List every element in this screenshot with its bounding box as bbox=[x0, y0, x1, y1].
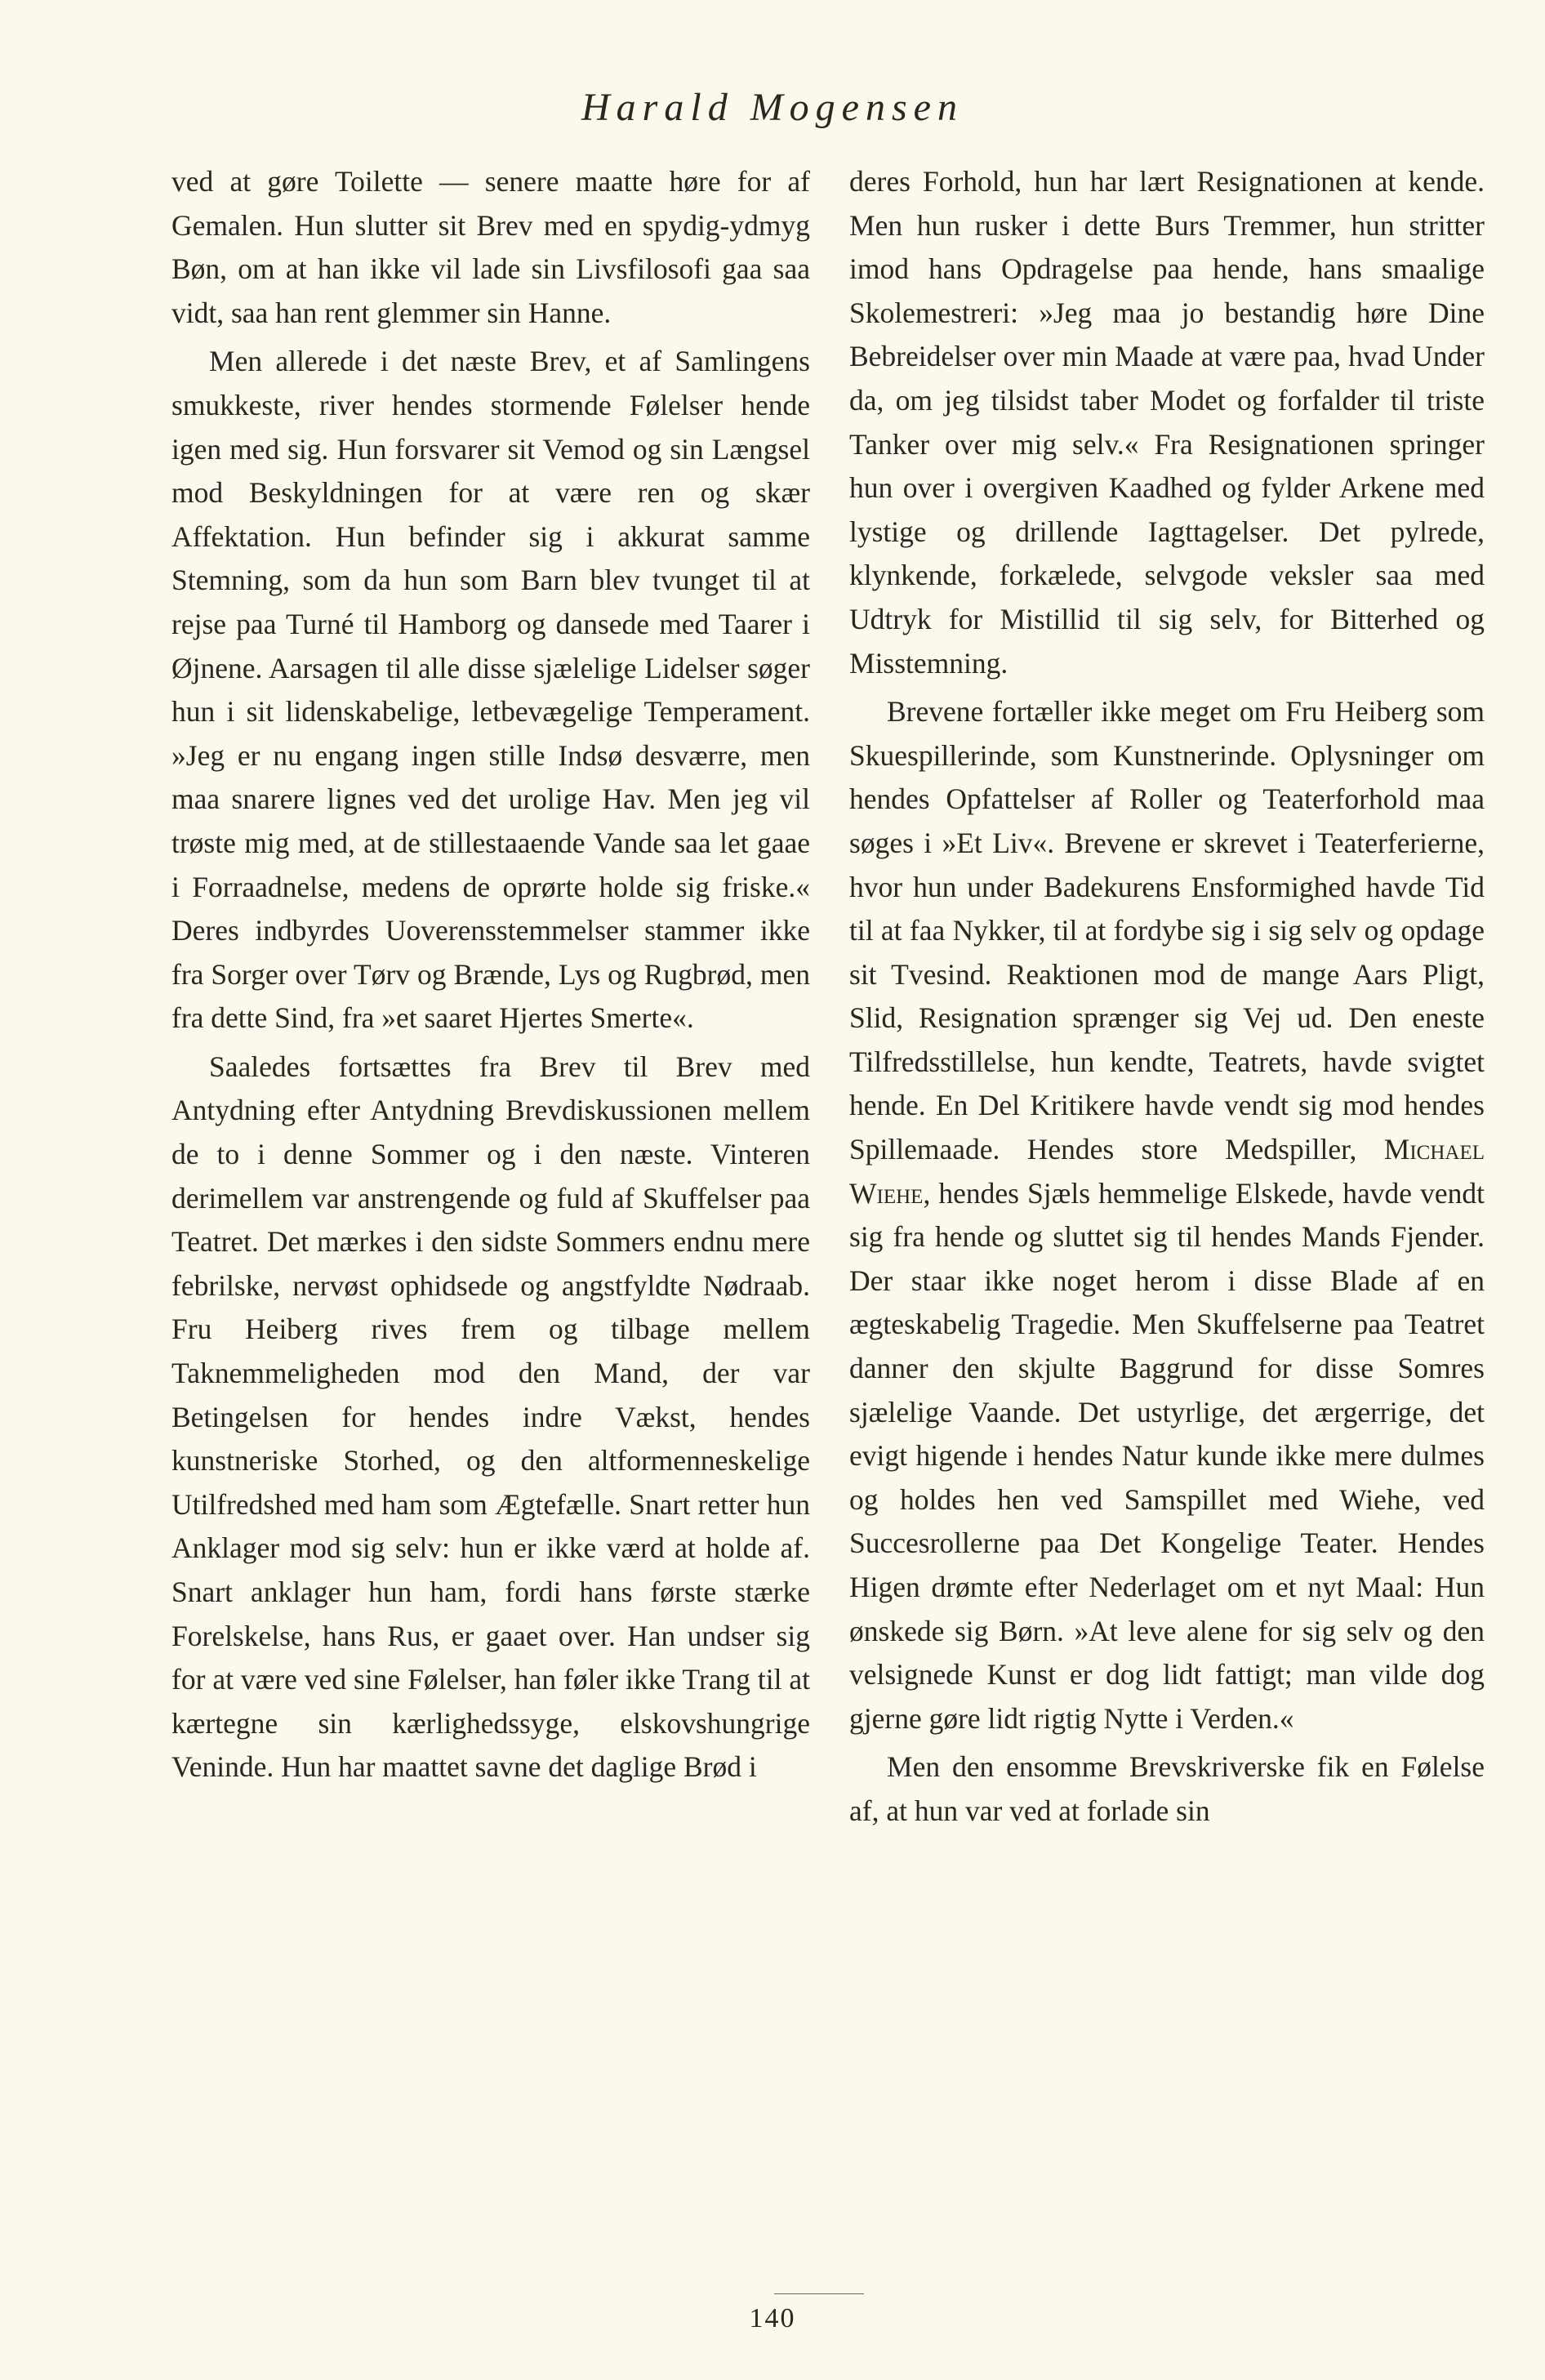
left-paragraph-1: ved at gøre Toilette — senere maatte høre for af Gemalen. Hun slutter sit Brev med en spydig-ydmyg Bøn, om at han ikke vil lade sin Livsfilosofi gaa saa vidt, saa han rent glemmer sin Hanne. bbox=[171, 165, 810, 329]
person-name-small-caps: Michael Wiehe bbox=[849, 1133, 1485, 1210]
right-paragraph-2 bbox=[849, 690, 1485, 1740]
right-paragraph-1: deres Forhold, hun har lært Resignationen at kende. Men hun rusker i dette Burs Tremmer, hun stritter imod hans Opdragelse paa hende, hans smaalige Skolemestreri: »Jeg maa jo bestandig høre Dine Bebreidelser over min Maade at være paa, hvad Under da, om jeg tilsidst taber Modet og forfalder til triste Tanker over mig selv.« Fra Resignationen springer hun over i overgiven Kaadhed og fylder Arkene med lystige og drillende Iagttagelser. Det pylrede, klynkende, forkælede, selvgode veksler saa med Udtryk for Mistillid til sig selv, for Bitterhed og Misstemning. bbox=[849, 165, 1485, 680]
footer-rule bbox=[774, 2293, 864, 2294]
left-paragraph-3: Saaledes fortsættes fra Brev til Brev med Antydning efter Antydning Brevdiskussionen mellem de to i denne Sommer og i den næste. Vinteren derimellem var anstrengende og fuld af Skuffelser paa Teatret. Det mærkes i den sidste Sommers endnu mere febrilske, nervøst ophidsede og angstfyldte Nødraab. Fru Heiberg rives frem og tilbage mellem Taknemmeligheden mod den Mand, der var Betingelsen for hendes indre Vækst, hendes kunstneriske Storhed, og den altformenneskelige Utilfredshed med ham som Ægtefælle. Snart retter hun Anklager mod sig selv: hun er ikke værd at holde af. Snart anklager hun ham, fordi hans første stærke Forelskelse, hans Rus, er gaaet over. Han undser sig for at være ved sine Følelser, han føler ikke Trang til at kærtegne sin kærlighedssyge, elskovshungrige Veninde. Hun har maattet savne det daglige Brød i bbox=[171, 1050, 810, 1784]
right-paragraph-3: Men den ensomme Brevskriverske fik en Følelse af, at hun var ved at forlade sin bbox=[849, 1750, 1485, 1827]
running-header: Harald Mogensen bbox=[581, 86, 964, 129]
left-column bbox=[171, 160, 810, 1794]
right-column bbox=[849, 160, 1485, 1838]
page-number: 140 bbox=[749, 2303, 796, 2333]
right-paragraph-2-text-a: Brevene fortæller ikke meget om Fru Heiberg som Skuespillerinde, som Kunstnerinde. Oplysninger om hendes Opfattelser af Roller og Teaterforhold maa søges i »Et Liv«. Brevene er skrevet i Teaterferierne, hvor hun under Badekurens Ensformighed havde Tid til at faa Nykker, til at fordybe sig i sig selv og opdage sit Tvesind. Reaktionen mod de mange Aars Pligt, Slid, Resignation sprænger sig Vej ud. Den eneste Tilfredsstillelse, hun kendte, Teatrets, havde svigtet hende. En Del Kritikere havde vendt sig mod hendes Spillemaade. Hendes store Medspiller, bbox=[849, 695, 1485, 1166]
right-paragraph-2-text-b: , hendes Sjæls hemmelige Elskede, havde vendt sig fra hende og sluttet sig til hendes Mands Fjender. Der staar ikke noget herom i disse Blade af en ægteskabelig Tragedie. Men Skuffelserne paa Teatret danner den skjulte Baggrund for disse Somres sjælelige Vaande. Det ustyrlige, det ærgerrige, det evigt higende i hendes Natur kunde ikke mere dulmes og holdes hen ved Samspillet med Wiehe, ved Succesrollerne paa Det Kongelige Teater. Hendes Higen drømte efter Nederlaget om et nyt Maal: Hun ønskede sig Børn. »At leve alene for sig selv og den velsignede Kunst er dog lidt fattigt; man vilde dog gjerne gøre lidt rigtig Nytte i Verden.« bbox=[849, 1176, 1485, 1735]
left-paragraph-2: Men allerede i det næste Brev, et af Samlingens smukkeste, river hendes stormende Følelser hende igen med sig. Hun forsvarer sit Vemod og sin Længsel mod Beskyldningen for at være ren og skær Affektation. Hun befinder sig i akkurat samme Stemning, som da hun som Barn blev tvunget til at rejse paa Turné til Hamborg og dansede med Taarer i Øjnene. Aarsagen til alle disse sjælelige Lidelser søger hun i sit lidenskabelige, letbevægelige Temperament. »Jeg er nu engang ingen stille Indsø desværre, men maa snarere lignes ved det urolige Hav. Men jeg vil trøste mig med, at de stillestaaende Vande saa let gaae i Forraadnelse, medens de oprørte holde sig friske.« Deres indbyrdes Uoverensstemmelser stammer ikke fra Sorger over Tørv og Brænde, Lys og Rugbrød, men fra dette Sind, fra »et saaret Hjertes Smerte«. bbox=[171, 345, 810, 1035]
